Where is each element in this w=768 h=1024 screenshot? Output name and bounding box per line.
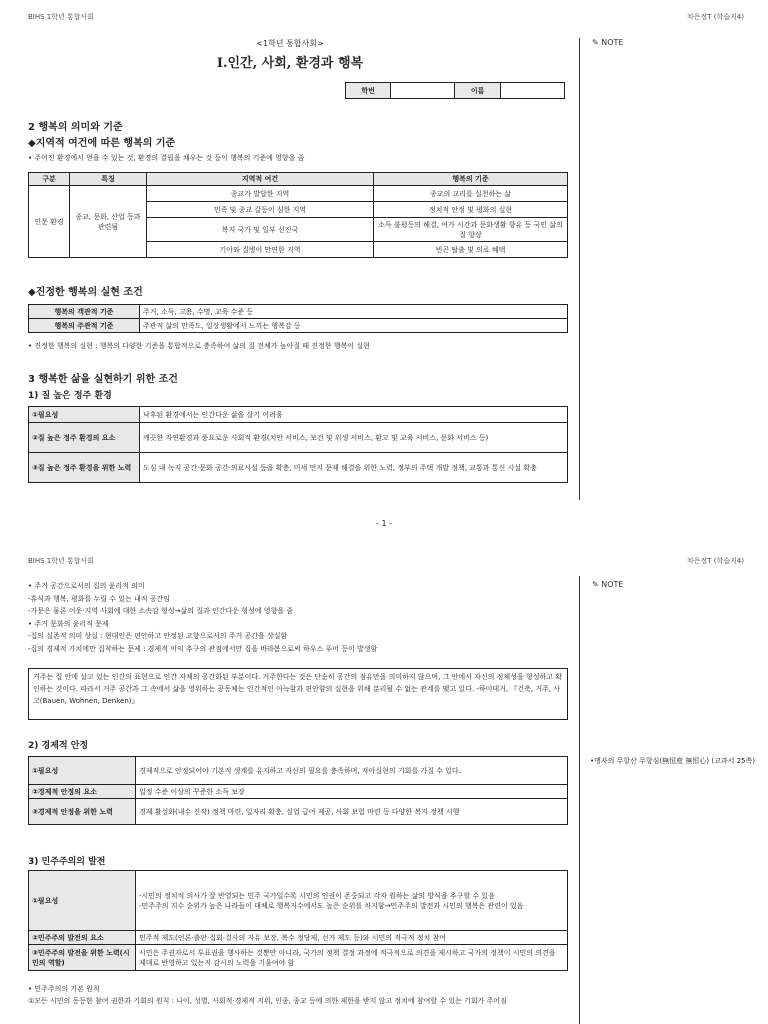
note-heading: ✎ NOTE bbox=[592, 38, 624, 47]
principle-1: ①모든 시민의 동등한 참여 권한과 기회의 원칙 : 나이, 성별, 사회적·경제적 지위, 인종, 종교 등에 의한 제한을 받지 않고 정치에 참여할 수 있는 기회가 주어짐 bbox=[28, 997, 507, 1005]
row-label: ③경제적 안정을 위한 노력 bbox=[29, 799, 136, 825]
table-cell: 도심 내 녹지 공간·문화 공간·의료시설 등을 확충, 미세 먼지 문제 해결을 위한 노력, 정부의 주택 개발 정책, 교통과 통신 시설 확충 bbox=[140, 453, 568, 483]
subtitle: <1학년 통합사회> bbox=[256, 39, 324, 48]
table-cell: 주관적 삶의 만족도, 일상생활에서 느끼는 행복감 등 bbox=[140, 319, 568, 333]
table-cell: 깨끗한 자연환경과 풍요로운 사회적 환경(치안 서비스, 보건 및 위생 서비스, 환고 및 교육 서비스, 문화 서비스 등) bbox=[140, 423, 568, 453]
bullet-line: • 주거 문화의 윤리적 문제 bbox=[28, 619, 109, 628]
democracy-table bbox=[28, 870, 568, 971]
row-label: ①필요성 bbox=[29, 757, 136, 785]
real-happiness-table bbox=[28, 304, 568, 333]
bullet-line: -집의 실존적 의미 상실 : 현대인은 편안하고 안정된 고향으로서의 주거 공간을 상실함 bbox=[28, 632, 288, 640]
note-heading: ✎ NOTE bbox=[592, 580, 624, 589]
table-cell: 복지 국가 및 일부 선진국 bbox=[147, 218, 374, 242]
col-header: 지역적 여건 bbox=[147, 173, 374, 186]
header-right: 차은정T (학습지4) bbox=[687, 557, 744, 565]
col-header: 행복의 기준 bbox=[374, 173, 568, 186]
table-cell: 소득 불평등의 해결, 여가 시간과 문화생활 향유 등 국민 삶의 질 향상 bbox=[374, 218, 568, 242]
page-number: - 1 - bbox=[376, 519, 392, 528]
header-left: BIHS 1학년 통합사회 bbox=[28, 13, 95, 21]
row-label: ②민주주의 발전의 요소 bbox=[29, 931, 136, 945]
real-happiness-desc: • 진정한 행복의 실현 : 행복의 다양한 기준을 통합적으로 충족하여 삶의 질 전체가 높아질 때 진정한 행복이 실현 bbox=[28, 342, 370, 350]
row-label: ③질 높은 정주 환경을 위한 노력 bbox=[29, 453, 140, 483]
table-cell: 주거, 소득, 고용, 수명, 교육 수준 등 bbox=[140, 305, 568, 319]
table-cell: 시민은 주권자로서 투표권을 행사하는 것뿐만 아니라, 국가의 정책 결정 과정에 적극적으로 의견을 제시하고 국가의 정책이 시민의 의견을 제대로 반영하고 있는지 감시의 노력을 기울여야 함 bbox=[136, 945, 568, 971]
id-label: 학번 bbox=[346, 83, 391, 99]
regional-desc: • 주어진 환경에서 얻을 수 있는 것, 환경의 결핍을 채우는 것 등이 행복의 기준에 영향을 줌 bbox=[28, 154, 305, 162]
table-cell: 기아와 질병이 만연한 지역 bbox=[147, 242, 374, 258]
section-2-title: 2 행복의 의미와 기준 bbox=[28, 122, 123, 133]
table-cell: 빈곤 탈출 및 의료 혜택 bbox=[374, 242, 568, 258]
regional-table bbox=[28, 172, 568, 258]
section-3-title: 3 행복한 삶을 실현하기 위한 조건 bbox=[28, 374, 178, 385]
economy-table bbox=[28, 756, 568, 825]
table-cell: 종교가 발달한 지역 bbox=[147, 186, 374, 202]
page-title: Ⅰ.인간, 사회, 환경과 행복 bbox=[216, 56, 364, 71]
col-header: 특징 bbox=[70, 173, 147, 186]
side-note: •맹자의 무항산 무항심(無恒産 無恒心) (교과서 25쪽) bbox=[590, 757, 755, 765]
quote-box: 거주는 집 안에 살고 있는 인간의 표현으로 인간 자체의 공간화된 부분이다. 거주한다는 것은 단순히 공간의 점유만을 의미하지 않으며, 그 안에서 자신의 정체성을 형성하고 확인하는 것이다. 따라서 거주 공간과 그 속에서 삶을 영위하는 공동체는 인간적인 아늑함과 편안함의 실현을 위해 분리될 수 없는 관계를 맺고 있다. -하이데거, 『건축, 거주, 사고(Bauen, Wohnen, Denken)』 bbox=[28, 668, 568, 720]
living-env-table bbox=[28, 406, 568, 483]
name-label: 이름 bbox=[455, 83, 500, 99]
row-label: ②질 높은 정주 환경의 요소 bbox=[29, 423, 140, 453]
bullet-line: • 주거 공간으로서의 집의 윤리적 의미 bbox=[28, 582, 145, 590]
regional-title: ◆지역적 여건에 따른 행복의 기준 bbox=[28, 138, 176, 149]
row-label: ①필요성 bbox=[29, 407, 140, 423]
dwelling-bullets bbox=[28, 580, 573, 655]
real-happiness-title: ◆진정한 행복의 실현 조건 bbox=[28, 287, 143, 298]
pencil-icon: ✎ bbox=[592, 38, 599, 47]
table-cell: 민주적 제도(언론·출판·집회·결사의 자유 보장, 복수 정당제, 선거 제도 등)와 시민의 적극적 정치 참여 bbox=[136, 931, 568, 945]
table-cell: 일정 수준 이상의 꾸준한 소득 보장 bbox=[136, 785, 568, 799]
principle-title: • 민주주의의 기본 원칙 bbox=[28, 985, 100, 993]
table-cell: 정치적 안정 및 평화의 실현 bbox=[374, 202, 568, 218]
table-cell: 경제 활성화(내수 진작) 정책 마련, 일자리 확충, 실업 급여 제공, 사회 보험 마련 등 다양한 복지 정책 시행 bbox=[136, 799, 568, 825]
id-field[interactable] bbox=[391, 83, 455, 99]
sub3-title: 3) 민주주의의 발전 bbox=[28, 857, 106, 867]
col-header: 구분 bbox=[29, 173, 70, 186]
table-cell: 경제적으로 안정되어야 기본적 생계를 유지하고 자신의 필요를 충족하며, 자아실현의 기회를 가질 수 있다. bbox=[136, 757, 568, 785]
bullet-line: -휴식과 행복, 평화를 누릴 수 있는 내적 공간임 bbox=[28, 594, 171, 603]
header-right: 차은정T (학습지4) bbox=[687, 13, 744, 21]
sub2-title: 2) 경제적 안정 bbox=[28, 741, 89, 751]
pencil-icon: ✎ bbox=[592, 580, 599, 589]
header-left: BIHS 1학년 통합사회 bbox=[28, 557, 95, 565]
table-cell: 낙후된 환경에서는 인간다운 삶을 살기 어려움 bbox=[140, 407, 568, 423]
table-cell: -시민의 정치적 의사가 잘 반영되는 민주 국가일수록 시민의 인권이 존중되고 각자 원하는 삶의 방식을 추구할 수 있음 -민주주의 지수 순위가 높은 나라들이 대체로 행복지수에서도 높은 순위를 차지함→민주주의 발전과 시민의 행복은 관련이 있음 bbox=[136, 871, 568, 931]
row-label: ①필요성 bbox=[29, 871, 136, 931]
divider-line bbox=[579, 38, 580, 500]
name-field[interactable] bbox=[500, 83, 564, 99]
table-cell: 민족 및 종교 갈등이 심한 지역 bbox=[147, 202, 374, 218]
row-label: 행복의 객관적 기준 bbox=[29, 305, 140, 319]
divider-line bbox=[579, 576, 580, 1024]
sub1-title: 1) 질 높은 정주 환경 bbox=[28, 391, 112, 401]
row-label: 행복의 주관적 기준 bbox=[29, 319, 140, 333]
bullet-line: -가문은 물론 이웃·지역 사회에 대한 소속감 형성→삶의 질과 인간다운 형성에 영향을 줌 bbox=[28, 607, 293, 615]
table-cell: 종교의 교리를 실천하는 삶 bbox=[374, 186, 568, 202]
row-label: ②경제적 안정의 요소 bbox=[29, 785, 136, 799]
group-cell: 인문 환경 bbox=[29, 186, 70, 258]
student-id-table bbox=[345, 82, 565, 99]
feature-cell: 종교, 문화, 산업 등과 관련됨 bbox=[70, 186, 147, 258]
bullet-line: -집의 경제적 가치에만 집착하는 문제 : 경제적 이익 추구의 관점에서만 집을 바라봄으로써 하우스 푸어 등이 발생함 bbox=[28, 644, 378, 653]
row-label: ③민주주의 발전을 위한 노력(시민의 역할) bbox=[29, 945, 136, 971]
